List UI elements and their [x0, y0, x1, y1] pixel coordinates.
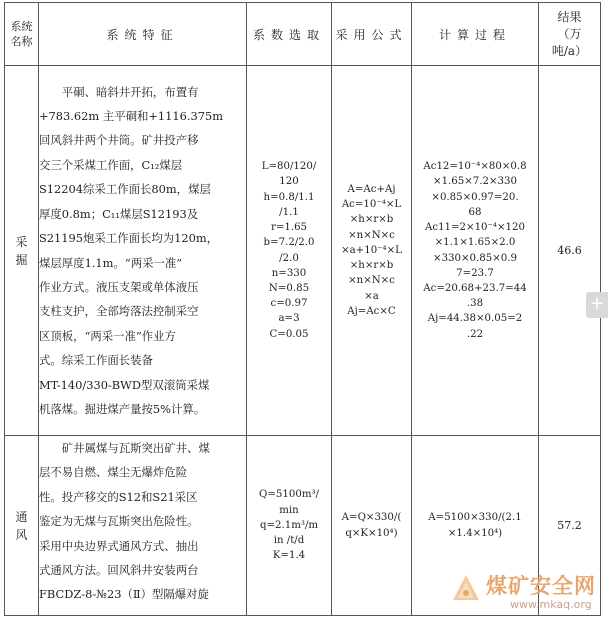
feature-line: 平硐、暗斜井开拓，布置有: [39, 84, 199, 99]
feature-line: 回风斜井两个井筒。矿井投产移: [39, 133, 199, 148]
coefficient-line: b=7.2/2.0: [263, 237, 315, 249]
feature-line: 交三个采煤工作面，C₁₂煤层: [39, 157, 183, 172]
coefficient-cell: [247, 436, 332, 616]
coefficient-line: /1.1: [279, 206, 299, 218]
calculation-line: ×1.65×7.2×330: [433, 176, 517, 188]
coefficient-line: N=0.85: [268, 282, 310, 294]
feature-cell: [39, 436, 247, 616]
formula-line: ×n×N×c: [348, 275, 395, 287]
feature-line: 矿井属煤与瓦斯突出矿井、煤: [39, 441, 210, 455]
formula-line: ×n×N×c: [348, 229, 395, 241]
header-name-line: 名称: [10, 35, 33, 48]
system-name-char: 掘: [15, 252, 28, 267]
feature-line: 式通风方法。回风斜井安装两台: [39, 563, 199, 578]
coefficient-line: Q=5100m³/: [259, 489, 319, 501]
formula-line: ×h×r×b: [349, 260, 394, 272]
feature-line: +783.62m 主平硐和+1116.375m: [39, 109, 224, 124]
calculation-line: Ac12=10⁻⁴×80×0.8: [423, 161, 527, 173]
coefficient-line: n=330: [271, 267, 307, 279]
coefficient-line: C=0.05: [269, 328, 309, 340]
feature-line: S12204综采工作面长80m，煤层: [39, 182, 211, 197]
feature-line: 厚度0.8m；C₁₁煤层S12193及: [39, 206, 199, 221]
calculation-line: 68: [468, 206, 482, 218]
formula-line: ×a+10⁻⁴×L: [341, 244, 402, 256]
coefficient-line: /2.0: [279, 252, 299, 264]
header-result-line: 吨/a）: [551, 43, 588, 58]
system-name-cell: [5, 436, 39, 616]
formula-line: A=Q×330/(: [341, 512, 402, 524]
system-name-cell: [5, 66, 39, 436]
result-cell: 46.6: [539, 66, 601, 436]
calculation-line: ×1.1×1.65×2.0: [434, 237, 516, 249]
calculation-line: ×1.4×10⁴): [447, 527, 503, 539]
header-result: [539, 3, 601, 66]
calculation-line: Aj=44.38×0.05=2: [427, 313, 523, 325]
calculation-line: ×0.85×0.97=20.: [431, 191, 519, 203]
feature-line: S21195炮采工作面长均为120m，: [39, 231, 219, 246]
calculation-line: ×330×0.85×0.9: [433, 252, 517, 264]
calculation-line: A=5100×330/(2.1: [428, 512, 522, 524]
result-cell: 57.2: [539, 436, 601, 616]
coefficient-cell: [247, 66, 332, 436]
formula-line: Ac=10⁻⁴×L: [341, 199, 402, 211]
feature-line: 机落煤。掘进煤产量按5%计算。: [39, 401, 206, 416]
feature-line: 鉴定为无煤与瓦斯突出危险性。: [39, 514, 199, 529]
calculation-cell: [412, 66, 539, 436]
coefficient-line: c=0.97: [270, 298, 308, 310]
header-coefficient: 系数选取: [247, 3, 332, 66]
formula-line: ×a: [364, 290, 379, 302]
coefficient-line: min: [279, 504, 299, 516]
formula-cell: [332, 66, 412, 436]
formula-line: ×h×r×b: [349, 214, 394, 226]
coefficient-line: h=0.8/1.1: [263, 191, 315, 203]
system-name-char: 风: [15, 527, 28, 542]
system-name-char: 通: [15, 509, 28, 524]
watermark: [452, 570, 602, 616]
feature-line: MT-140/330-BWD型双滚筒采煤: [39, 377, 210, 392]
formula-line: Aj=Ac×C: [347, 305, 396, 317]
header-system-name: [5, 3, 39, 66]
feature-cell: [39, 66, 247, 436]
header-result-line: （万: [557, 26, 582, 41]
calculation-line: 7=23.7: [456, 267, 494, 279]
header-row: [5, 3, 601, 66]
formula-line: q×K×10⁴): [345, 527, 398, 539]
feature-line: FBCDZ-8-№23（Ⅱ）型隔爆对旋: [39, 587, 209, 602]
coefficient-line: K=1.4: [272, 550, 306, 562]
calculation-line: .22: [466, 328, 484, 340]
system-name-char: 采: [15, 234, 28, 249]
watermark-title: 煤矿安全网: [486, 574, 596, 598]
coefficient-line: a=3: [278, 313, 300, 325]
watermark-url: www.mkaq.org: [510, 598, 592, 611]
header-feature: 系统特征: [39, 3, 247, 66]
calculation-line: .38: [466, 298, 484, 310]
header-name-line: 系统: [10, 20, 33, 33]
coefficient-line: in /t/d: [273, 535, 305, 547]
header-calculation: 计算过程: [412, 3, 539, 66]
formula-cell: [332, 436, 412, 616]
feature-line: 采用中央边界式通风方式、抽出: [39, 538, 199, 553]
feature-line: 式。综采工作面长装备: [39, 353, 153, 368]
header-formula: 采用公式: [332, 3, 412, 66]
feature-line: 层不易自燃、煤尘无爆炸危险: [39, 465, 188, 480]
feature-line: 性。投产移交的S12和S21采区: [39, 489, 198, 504]
formula-line: A=Ac+Aj: [347, 184, 396, 196]
feature-line: 作业方式。液压支架或单体液压: [39, 279, 199, 294]
calculation-line: Ac11=2×10⁻⁴×120: [425, 222, 525, 234]
coefficient-line: r=1.65: [270, 222, 308, 234]
feature-line: 煤层厚度1.1m。“两采一准”: [39, 255, 183, 270]
coefficient-line: 120: [279, 176, 299, 188]
table-row: [5, 66, 601, 436]
calculation-line: Ac=20.68+23.7=44: [423, 282, 527, 294]
coefficient-line: q=2.1m³/m: [259, 519, 319, 531]
capacity-table: [4, 2, 601, 616]
expand-side-button[interactable]: +: [586, 292, 608, 318]
feature-line: 支柱支护，全部垮落法控制采空: [39, 304, 199, 319]
coefficient-line: L=80/120/: [261, 161, 317, 173]
header-result-line: 结果: [557, 9, 582, 24]
site-logo-icon: [452, 574, 480, 602]
feature-line: 区顶板，“两采一准”作业方: [39, 328, 176, 343]
